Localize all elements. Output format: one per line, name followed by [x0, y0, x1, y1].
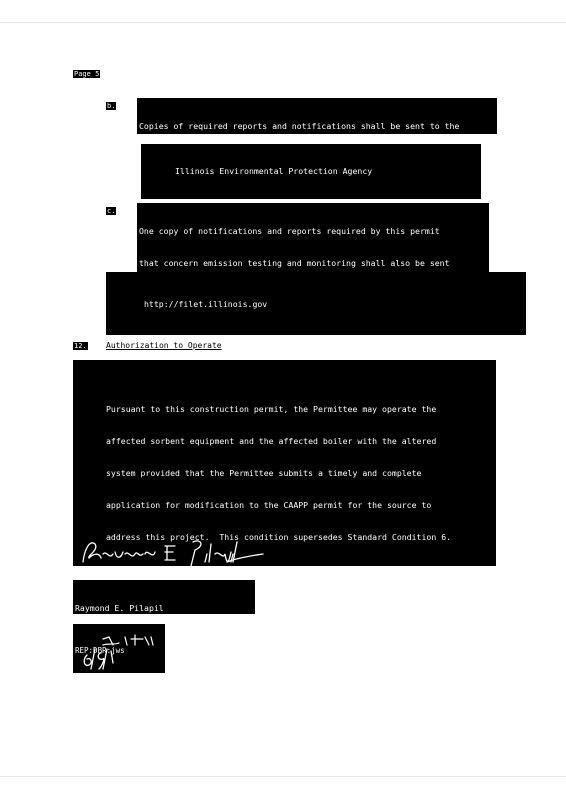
file-transfer-block [106, 272, 526, 335]
signatory-block [73, 580, 255, 614]
authorization-line-2: affected sorbent equipment and the affected boiler with the altered [106, 436, 437, 447]
item-c-text [137, 203, 489, 272]
section-12-number: 12. [74, 342, 87, 350]
handwritten-initials [73, 633, 163, 671]
address-line-2 [175, 198, 481, 199]
address-block [141, 144, 481, 199]
file-transfer-spacer [144, 331, 526, 335]
initials-code: REP:DBR:jws [75, 646, 125, 656]
item-b-marker: b. [107, 102, 116, 110]
item-b-line-1: Copies of required reports and notifications shall be sent to the [139, 121, 460, 132]
bottom-edge [0, 776, 566, 777]
address-line-1: Illinois Environmental Protection Agency [175, 166, 373, 177]
top-edge [0, 22, 566, 23]
body-block [73, 360, 496, 566]
initials-block [73, 624, 165, 673]
page-label: Page 5 [74, 70, 100, 78]
section-12-heading: Authorization to Operate [106, 341, 222, 350]
item-c-line-1: One copy of notifications and reports required by this permit [139, 226, 440, 237]
item-b-text [137, 98, 497, 134]
authorization-line-5: address this project. This condition supersedes Standard Condition 6. [106, 531, 452, 542]
authorization-line-1: Pursuant to this construction permit, the Permittee may operate the [106, 404, 437, 415]
item-c-marker: c. [107, 207, 116, 215]
signatory-name: Raymond E. Pilapil [75, 603, 164, 614]
file-transfer-url: http://filet.illinois.gov [144, 299, 268, 310]
item-c-line-2: that concern emission testing and monitoring shall also be sent [139, 257, 450, 268]
authorization-line-4: application for modification to the CAAPP permit for the source to [106, 499, 432, 510]
authorization-line-3: system provided that the Permittee submits a timely and complete [106, 467, 422, 478]
signature-image [77, 532, 277, 566]
